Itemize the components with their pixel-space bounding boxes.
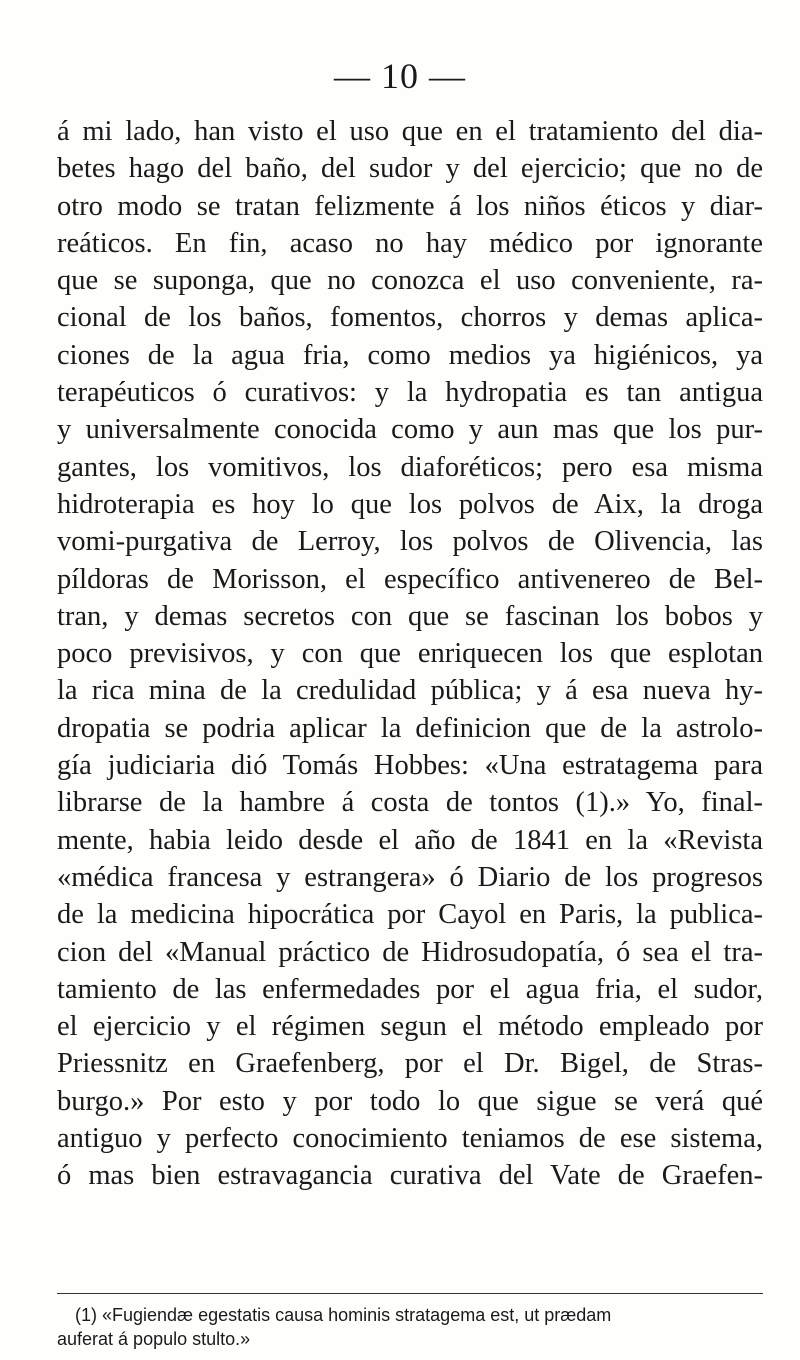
text-line: cion del «Manual práctico de Hidrosudopatía, ó sea el tra- <box>57 936 763 968</box>
page-number: — 10 — <box>334 56 466 96</box>
text-line: ciones de la agua fria, como medios ya higiénicos, ya <box>57 339 763 371</box>
footnote <box>57 1303 763 1351</box>
body-text <box>57 113 763 1195</box>
text-line: á mi lado, han visto el uso que en el tratamiento del dia- <box>57 116 763 147</box>
text-line: vomi-purgativa de Lerroy, los polvos de Olivencia, las <box>57 526 763 558</box>
text-line: betes hago del baño, del sudor y del ejercicio; que no de <box>57 153 763 185</box>
text-line: antiguo y perfecto conocimiento teniamos de ese sistema, <box>57 1123 763 1155</box>
text-line: ó mas bien estravagancia curativa del Vate de Graefen- <box>57 1160 763 1192</box>
text-line: la rica mina de la credulidad pública; y á esa nueva hy- <box>57 675 763 707</box>
footnote-line: auferat á populo stulto.» <box>57 1329 251 1349</box>
text-line: librarse de la hambre á costa de tontos (1).» Yo, final- <box>57 787 763 819</box>
text-line: de la medicina hipocrática por Cayol en Paris, la publica- <box>57 899 763 931</box>
footnote-divider <box>57 1293 763 1294</box>
text-line: y universalmente conocida como y aun mas que los pur- <box>57 414 763 446</box>
text-line: cional de los baños, fomentos, chorros y demas aplica- <box>57 302 763 334</box>
text-line: tran, y demas secretos con que se fascinan los bobos y <box>57 600 763 632</box>
footnote-line: (1) «Fugiendæ egestatis causa hominis stratagema est, ut prædam <box>75 1305 612 1325</box>
text-line: dropatia se podria aplicar la definicion que de la astrolo- <box>57 712 763 744</box>
text-line: gía judiciaria dió Tomás Hobbes: «Una estratagema para <box>57 750 763 782</box>
text-line: el ejercicio y el régimen segun el método empleado por <box>57 1011 763 1043</box>
text-line: que se suponga, que no conozca el uso conveniente, ra- <box>57 265 763 297</box>
text-line: poco previsivos, y con que enriquecen los que esplotan <box>57 638 763 670</box>
text-line: hidroterapia es hoy lo que los polvos de Aix, la droga <box>57 488 763 520</box>
text-line: burgo.» Por esto y por todo lo que sigue se verá qué <box>57 1085 763 1117</box>
text-line: píldoras de Morisson, el específico antivenereo de Bel- <box>57 563 763 595</box>
text-line: terapéuticos ó curativos: y la hydropatia es tan antigua <box>57 377 763 409</box>
text-line: Priessnitz en Graefenberg, por el Dr. Bigel, de Stras- <box>57 1048 763 1080</box>
text-line: «médica francesa y estrangera» ó Diario de los progresos <box>57 861 763 893</box>
text-line: reáticos. En fin, acaso no hay médico por ignorante <box>57 227 763 259</box>
text-line: mente, habia leido desde el año de 1841 en la «Revista <box>57 824 763 856</box>
text-line: otro modo se tratan felizmente á los niños éticos y diar- <box>57 190 763 222</box>
text-line: gantes, los vomitivos, los diaforéticos; pero esa misma <box>57 451 763 483</box>
text-line: tamiento de las enfermedades por el agua fria, el sudor, <box>57 973 763 1005</box>
